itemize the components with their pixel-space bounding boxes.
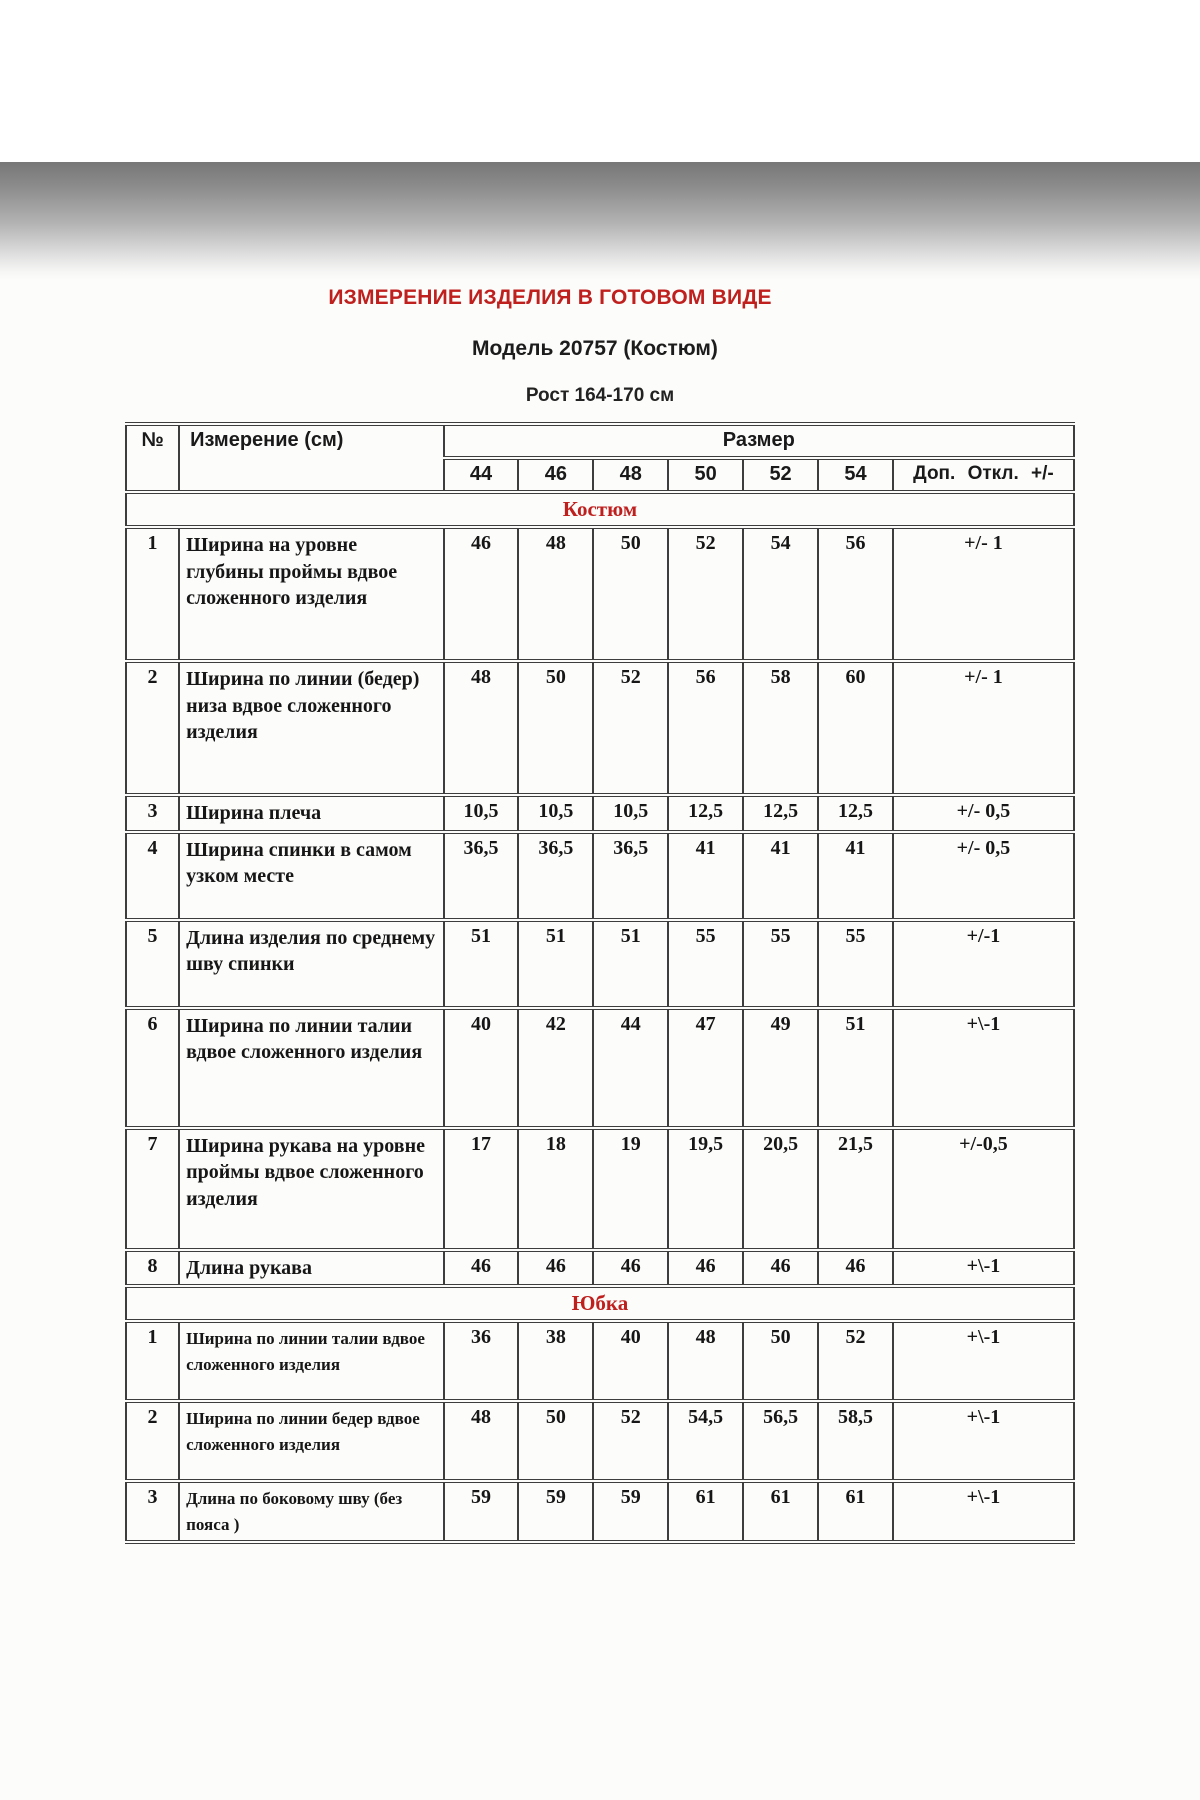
size-value-cell: 12,5: [668, 795, 743, 832]
size-column-header: 52: [743, 458, 818, 492]
size-value-cell: 41: [668, 832, 743, 920]
page-top-margin: [0, 0, 1200, 162]
size-value-cell: 48: [518, 527, 593, 661]
size-value-cell: 46: [518, 1250, 593, 1287]
size-column-header: 48: [593, 458, 668, 492]
size-column-header: 50: [668, 458, 743, 492]
size-column-header: 54: [818, 458, 893, 492]
size-value-cell: 10,5: [518, 795, 593, 832]
measure-name-cell: Длина по боковому шву (без пояса ): [179, 1481, 443, 1542]
size-value-cell: 59: [593, 1481, 668, 1542]
scan-gradient-band: [0, 162, 1200, 280]
tolerance-cell: +/-0,5: [893, 1128, 1074, 1250]
row-number-cell: 6: [126, 1008, 179, 1128]
size-value-cell: 61: [668, 1481, 743, 1542]
row-number-cell: 1: [126, 527, 179, 661]
size-value-cell: 56: [818, 527, 893, 661]
size-value-cell: 60: [818, 661, 893, 795]
size-value-cell: 12,5: [818, 795, 893, 832]
row-number-cell: 5: [126, 920, 179, 1008]
size-value-cell: 47: [668, 1008, 743, 1128]
size-value-cell: 12,5: [743, 795, 818, 832]
size-value-cell: 58,5: [818, 1401, 893, 1481]
tolerance-cell: +\-1: [893, 1250, 1074, 1287]
table-row: [126, 1481, 1074, 1542]
size-value-cell: 48: [668, 1321, 743, 1401]
size-value-cell: 46: [818, 1250, 893, 1287]
size-value-cell: 40: [444, 1008, 519, 1128]
measure-name-cell: Ширина по линии (бедер) низа вдвое сложенного изделия: [179, 661, 443, 795]
size-value-cell: 61: [818, 1481, 893, 1542]
row-number-cell: 3: [126, 795, 179, 832]
size-value-cell: 46: [743, 1250, 818, 1287]
section-header: Юбка: [126, 1286, 1074, 1321]
size-value-cell: 56,5: [743, 1401, 818, 1481]
size-value-cell: 50: [518, 1401, 593, 1481]
tolerance-cell: +\-1: [893, 1008, 1074, 1128]
measure-name-cell: Ширина на уровне глубины проймы вдвое сложенного изделия: [179, 527, 443, 661]
size-value-cell: 19: [593, 1128, 668, 1250]
tolerance-cell: +\-1: [893, 1321, 1074, 1401]
size-value-cell: 48: [444, 1401, 519, 1481]
height-note: Рост 164-170 см: [525, 385, 675, 406]
size-value-cell: 52: [668, 527, 743, 661]
size-value-cell: 10,5: [593, 795, 668, 832]
table-row: [126, 661, 1074, 795]
size-value-cell: 41: [818, 832, 893, 920]
size-value-cell: 20,5: [743, 1128, 818, 1250]
measure-name-cell: Ширина рукава на уровне проймы вдвое сложенного изделия: [179, 1128, 443, 1250]
size-value-cell: 52: [818, 1321, 893, 1401]
size-value-cell: 59: [444, 1481, 519, 1542]
size-value-cell: 46: [444, 527, 519, 661]
size-value-cell: 56: [668, 661, 743, 795]
size-value-cell: 38: [518, 1321, 593, 1401]
size-value-cell: 40: [593, 1321, 668, 1401]
document-headings: [125, 286, 1075, 407]
size-value-cell: 50: [743, 1321, 818, 1401]
tolerance-cell: +/- 0,5: [893, 795, 1074, 832]
size-value-cell: 61: [743, 1481, 818, 1542]
size-value-cell: 41: [743, 832, 818, 920]
row-number-cell: 8: [126, 1250, 179, 1287]
table-row: [126, 527, 1074, 661]
table-row: [126, 832, 1074, 920]
size-value-cell: 51: [444, 920, 519, 1008]
size-value-cell: 55: [818, 920, 893, 1008]
section-row: [126, 492, 1074, 527]
measure-name-cell: Ширина спинки в самом узком месте: [179, 832, 443, 920]
tolerance-cell: +/- 0,5: [893, 832, 1074, 920]
size-column-header: 44: [444, 458, 519, 492]
row-number-cell: 2: [126, 1401, 179, 1481]
size-value-cell: 36,5: [593, 832, 668, 920]
row-number-cell: 4: [126, 832, 179, 920]
size-value-cell: 17: [444, 1128, 519, 1250]
size-value-cell: 51: [593, 920, 668, 1008]
tolerance-cell: +/- 1: [893, 661, 1074, 795]
size-value-cell: 19,5: [668, 1128, 743, 1250]
size-value-cell: 48: [444, 661, 519, 795]
table-row: [126, 795, 1074, 832]
table-row: [126, 920, 1074, 1008]
size-column-header: 46: [518, 458, 593, 492]
size-value-cell: 52: [593, 661, 668, 795]
size-value-cell: 50: [518, 661, 593, 795]
tolerance-cell: +/- 1: [893, 527, 1074, 661]
measure-name-cell: Ширина по линии бедер вдвое сложенного изделия: [179, 1401, 443, 1481]
tolerance-column-header: Доп. Откл. +/-: [893, 458, 1074, 492]
header-row-main: [126, 424, 1074, 458]
measure-name-cell: Длина изделия по среднему шву спинки: [179, 920, 443, 1008]
size-value-cell: 54,5: [668, 1401, 743, 1481]
size-value-cell: 59: [518, 1481, 593, 1542]
size-value-cell: 44: [593, 1008, 668, 1128]
size-value-cell: 36: [444, 1321, 519, 1401]
size-value-cell: 46: [668, 1250, 743, 1287]
table-row: [126, 1401, 1074, 1481]
size-value-cell: 58: [743, 661, 818, 795]
tolerance-cell: +\-1: [893, 1401, 1074, 1481]
table-row: [126, 1321, 1074, 1401]
measure-name-cell: Ширина по линии талии вдвое сложенного изделия: [179, 1008, 443, 1128]
size-value-cell: 51: [818, 1008, 893, 1128]
table-row: [126, 1128, 1074, 1250]
column-header-size-group: Размер: [444, 424, 1074, 458]
size-value-cell: 42: [518, 1008, 593, 1128]
size-value-cell: 46: [444, 1250, 519, 1287]
row-number-cell: 1: [126, 1321, 179, 1401]
column-header-number: №: [126, 424, 179, 492]
table-row: [126, 1008, 1074, 1128]
size-value-cell: 55: [668, 920, 743, 1008]
measure-name-cell: Ширина по линии талии вдвое сложенного изделия: [179, 1321, 443, 1401]
section-header: Костюм: [126, 492, 1074, 527]
tolerance-cell: +/-1: [893, 920, 1074, 1008]
tolerance-cell: +\-1: [893, 1481, 1074, 1542]
section-row: [126, 1286, 1074, 1321]
page-title: ИЗМЕРЕНИЕ ИЗДЕЛИЯ В ГОТОВОМ ВИДЕ: [328, 286, 772, 309]
size-value-cell: 50: [593, 527, 668, 661]
size-value-cell: 36,5: [518, 832, 593, 920]
size-value-cell: 52: [593, 1401, 668, 1481]
column-header-measure: Измерение (см): [179, 424, 443, 492]
measurements-table: [125, 422, 1075, 1544]
size-value-cell: 46: [593, 1250, 668, 1287]
row-number-cell: 3: [126, 1481, 179, 1542]
size-value-cell: 49: [743, 1008, 818, 1128]
size-value-cell: 36,5: [444, 832, 519, 920]
size-value-cell: 55: [743, 920, 818, 1008]
model-subtitle: Модель 20757 (Костюм): [472, 337, 718, 360]
size-value-cell: 54: [743, 527, 818, 661]
measure-name-cell: Ширина плеча: [179, 795, 443, 832]
table-row: [126, 1250, 1074, 1287]
size-value-cell: 18: [518, 1128, 593, 1250]
size-value-cell: 51: [518, 920, 593, 1008]
row-number-cell: 2: [126, 661, 179, 795]
size-value-cell: 10,5: [444, 795, 519, 832]
measure-name-cell: Длина рукава: [179, 1250, 443, 1287]
row-number-cell: 7: [126, 1128, 179, 1250]
size-value-cell: 21,5: [818, 1128, 893, 1250]
